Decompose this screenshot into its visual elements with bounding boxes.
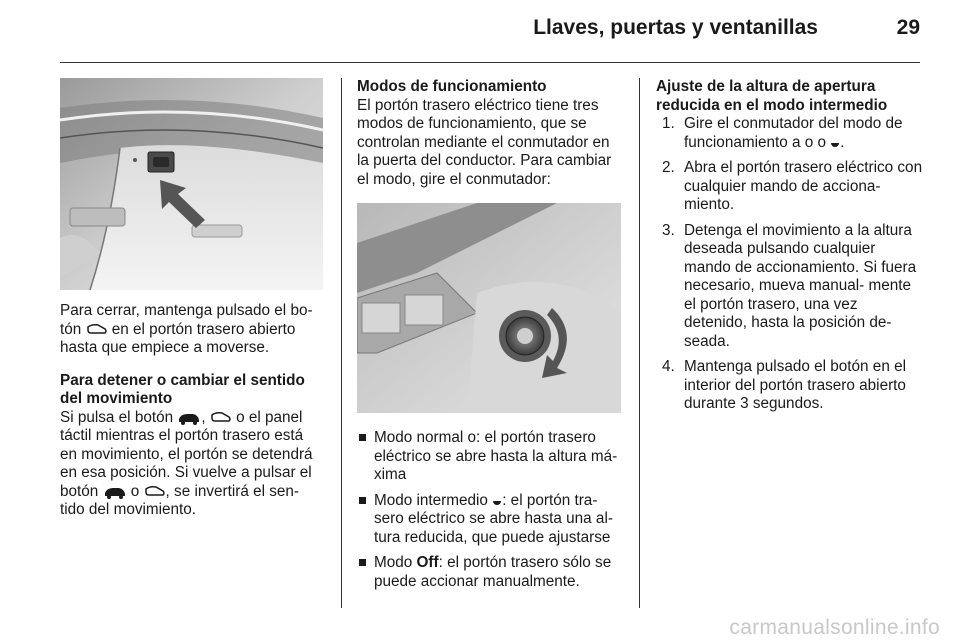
column-divider-1 [341, 78, 342, 608]
step-4: 4. Mantenga pulsado el botón en el interior del portón trasero abierto durante 3 segundos. [662, 358, 906, 412]
close-instruction-line3: hasta que empiece a moverse. [60, 339, 270, 356]
stop-change-heading: Para detener o cambiar el sentido del movimiento [60, 371, 305, 407]
adjust-steps [656, 115, 924, 414]
modes-list [357, 429, 625, 591]
column-2 [357, 78, 625, 598]
car-rear-icon [177, 411, 201, 425]
tailgate-button-illustration [60, 78, 323, 290]
mode-intermediate-item: Modo intermedio : el portón tra- sero eléctrico se abre hasta una al- tura reducida, que puede ajustarse [357, 492, 625, 548]
modes-intro: El portón trasero eléctrico tiene tres modos de funcionamiento, que se controlan mediante el conmutador en la puerta del conductor. Para cambiar el modo, gire el conmutador: [357, 96, 612, 188]
close-instruction-line1: Para cerrar, mantenga pulsado el bo- [60, 302, 313, 319]
mode-switch-illustration [357, 203, 621, 413]
mode-normal-item: Modo normal o: el portón trasero eléctrico se abre hasta la altura má- xima [357, 429, 625, 485]
step-3: 3. Detenga el movimiento a la altura deseada pulsando cualquier mando de accionamiento. Si fuera necesario, mueva manual- mente el portón trasero, una vez detenido, hasta la posición de- seada. [662, 221, 917, 350]
modes-heading: Modos de funcionamiento [357, 78, 547, 95]
tailgate-close-icon [86, 323, 108, 337]
watermark: carmanualsonline.info [729, 616, 940, 639]
step-1: 1. Gire el conmutador del modo de funcionamiento a o o . [662, 115, 903, 151]
column-3 [656, 78, 924, 421]
adjust-height-heading: Ajuste de la altura de apertura reducida en el modo intermedio [656, 78, 888, 114]
header-rule [60, 62, 920, 63]
intermediate-mode-icon [492, 496, 502, 508]
column-1 [60, 78, 323, 520]
car-rear-icon-2 [103, 485, 127, 499]
page-title: Llaves, puertas y ventanillas [533, 16, 818, 39]
tailgate-close-icon-3 [144, 485, 166, 499]
mode-off-item: Modo Off: el portón trasero sólo se puede accionar manualmente. [357, 554, 625, 591]
intermediate-mode-icon-2 [830, 138, 840, 150]
close-instruction-line2a: tón [60, 320, 82, 338]
stop-change-paragraph: Si pulsa el botón , o el panel táctil mientras el portón trasero está en movimiento, el portón se detendrá en esa posición. Si vuelve a pulsar el botón o , se invertirá el sen- tido del movimiento. [60, 408, 313, 518]
page-number: 29 [896, 16, 920, 39]
step-2: 2. Abra el portón trasero eléctrico con cualquier mando de acciona- miento. [662, 159, 923, 213]
column-divider-2 [639, 78, 640, 608]
close-instruction-line2b: en el portón trasero abierto [111, 320, 296, 338]
tailgate-close-icon-2 [210, 411, 232, 425]
